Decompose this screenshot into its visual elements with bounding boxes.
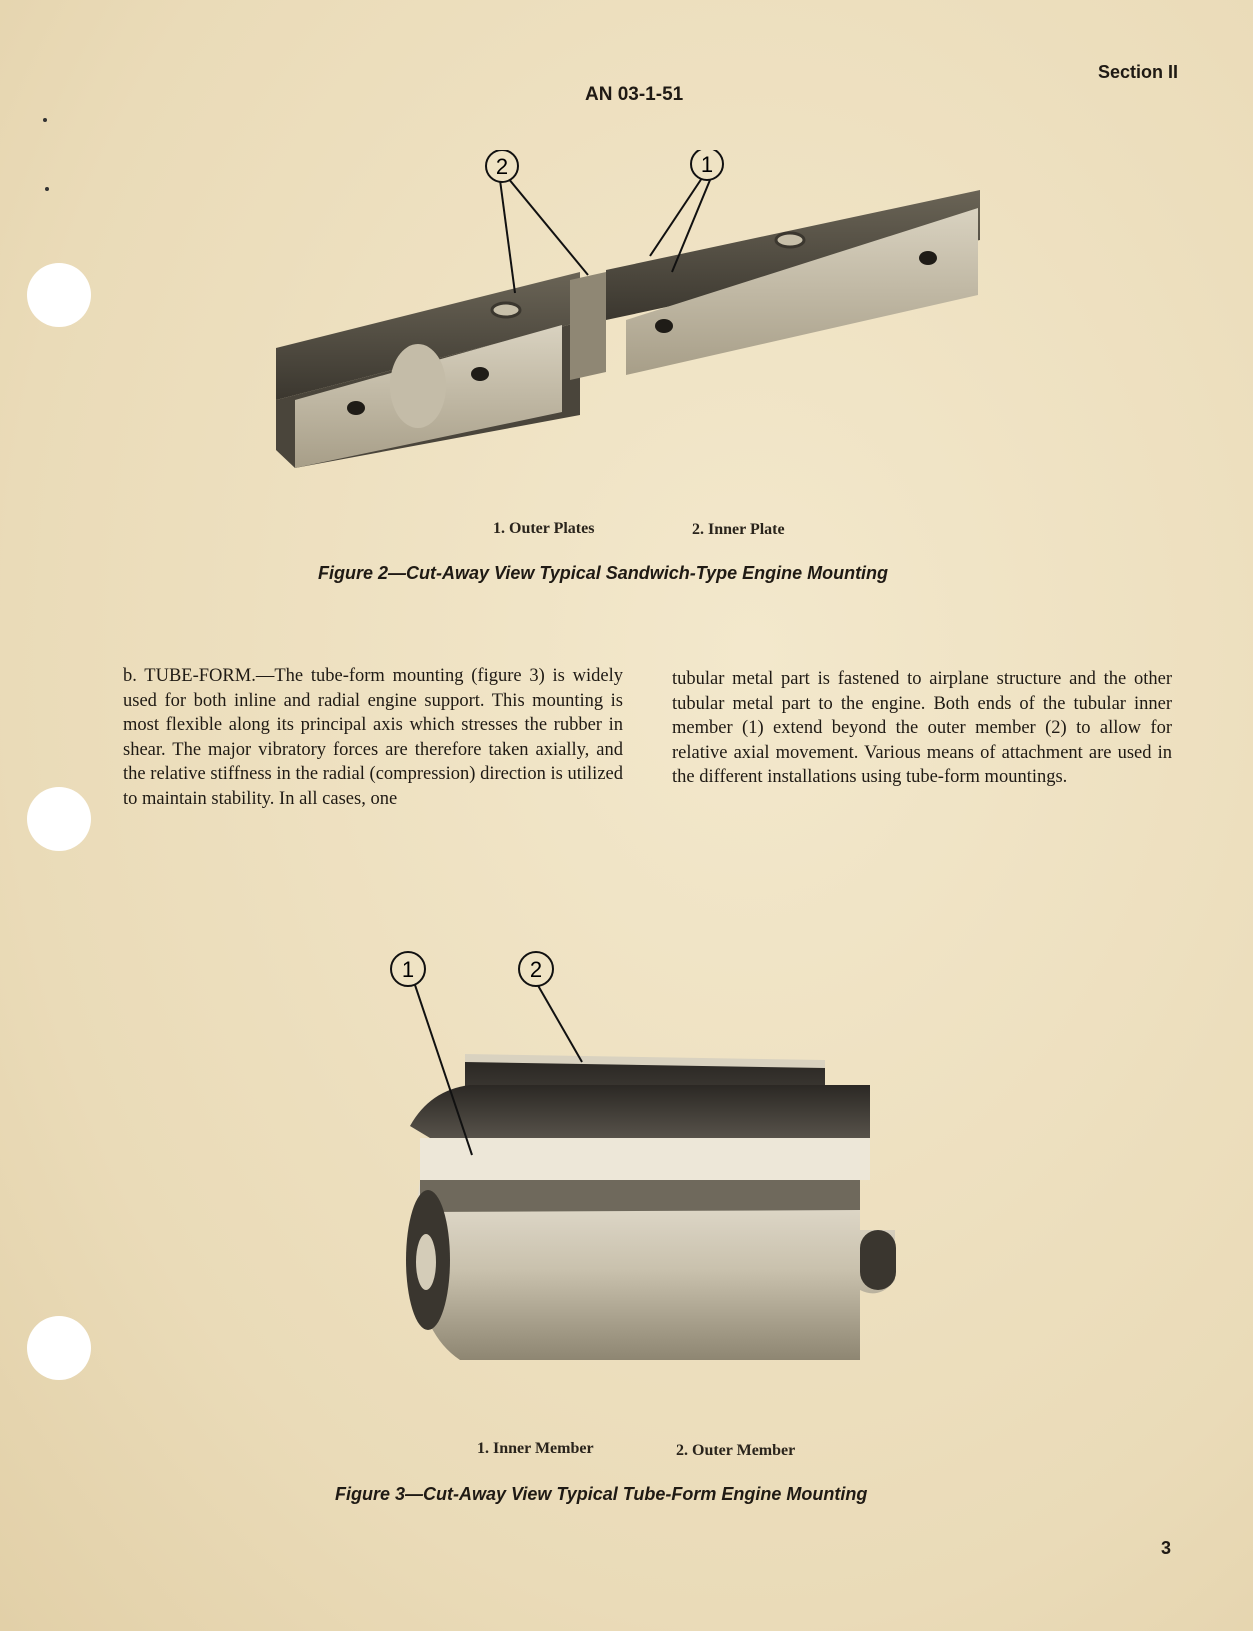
callout-1: 1 <box>700 152 714 177</box>
top-washer <box>492 303 520 317</box>
inner-member-flare <box>410 1085 870 1138</box>
bolt-hole <box>655 319 673 333</box>
callout-2: 2 <box>495 154 509 179</box>
body-paragraph: tubular metal part is fastened to airplane structure and the other tubular metal part to the engine. Both ends of the tubular inner member (1) extend beyond the outer member (2) to allow for relative axial movement. Various means of attachment are used in the different installations using tube-form mountings. <box>672 669 1172 787</box>
figure-2-illustration <box>270 150 1030 490</box>
punch-hole <box>27 263 91 327</box>
outer-member-end <box>860 1230 896 1290</box>
inner-member-band <box>420 1138 870 1180</box>
left-boss <box>390 344 446 428</box>
figure-2-legend-item: 1. Outer Plates <box>493 520 595 537</box>
document-number: AN 03-1-51 <box>585 84 684 105</box>
figure-2-caption: Figure 2—Cut-Away View Typical Sandwich-Type Engine Mounting <box>318 563 889 583</box>
tube-shadow <box>420 1180 860 1212</box>
figure-3-illustration <box>390 950 910 1380</box>
bolt-hole <box>347 401 365 415</box>
section-header: Section II <box>1097 62 1178 82</box>
leader-line <box>536 982 582 1062</box>
top-washer <box>776 233 804 247</box>
inner-plate-gap <box>570 272 606 380</box>
figure-3-legend-item: 1. Inner Member <box>477 1440 594 1457</box>
punch-hole <box>27 787 91 851</box>
leader-line <box>500 180 515 293</box>
page-number: 3 <box>1160 1538 1171 1558</box>
binder-mark <box>45 187 49 191</box>
body-left-column <box>123 664 623 811</box>
punch-hole <box>27 1316 91 1380</box>
figure-2-legend-item: 2. Inner Plate <box>692 521 785 538</box>
body-right-column <box>672 667 1172 790</box>
figure-3-legend-item: 2. Outer Member <box>676 1442 796 1459</box>
binder-mark <box>43 118 47 122</box>
callout-1: 1 <box>401 957 415 982</box>
figure-3-caption: Figure 3—Cut-Away View Typical Tube-Form Engine Mounting <box>335 1484 868 1504</box>
callout-2: 2 <box>529 957 543 982</box>
leader-line <box>508 178 588 275</box>
tube-bore <box>416 1234 436 1290</box>
body-paragraph: b. TUBE-FORM.—The tube-form mounting (figure 3) is widely used for both inline and radial engine support. This mounting is most flexible along its principal axis which stresses the rubber in shear. The major vibratory forces are therefore taken axially, and the relative stiffness in the radial (compression) direction is utilized to maintain stability. In all cases, one <box>123 666 623 809</box>
bolt-hole <box>919 251 937 265</box>
bolt-hole <box>471 367 489 381</box>
